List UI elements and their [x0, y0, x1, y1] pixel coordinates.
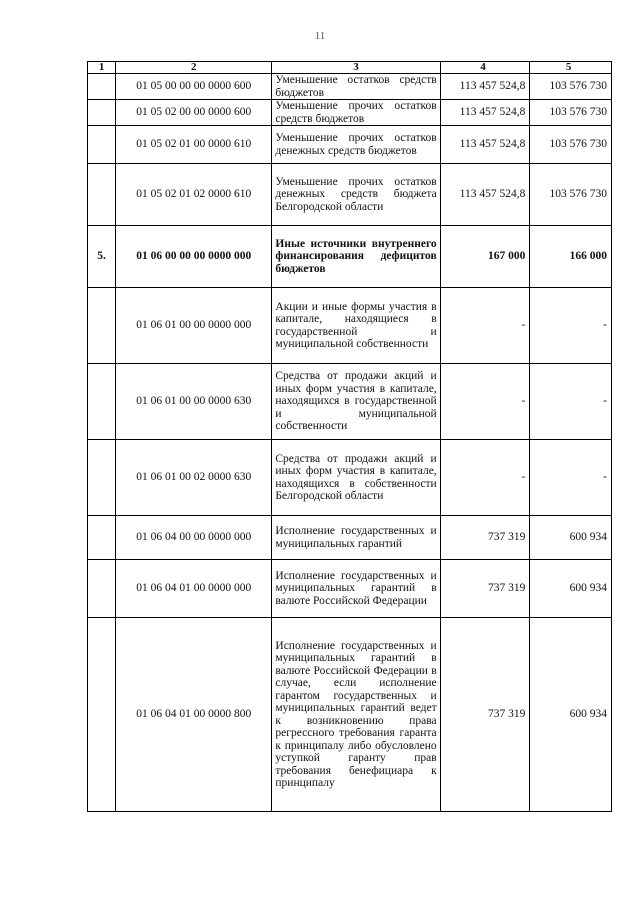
value-col4: -	[440, 288, 530, 364]
table-row	[88, 164, 612, 226]
table-row	[88, 618, 612, 812]
budget-code: 01 05 00 00 00 0000 600	[116, 74, 272, 100]
value-col4: -	[440, 364, 530, 440]
value-col4: 737 319	[440, 560, 530, 618]
value-col4: 113 457 524,8	[440, 126, 530, 164]
column-header-3: 3	[272, 62, 440, 74]
source-name: Исполнение государственных и муниципальных гарантий в валюте Российской Федерации	[272, 560, 440, 618]
source-name: Средства от продажи акций и иных форм участия в капитале, находящихся в государственной и муниципальной собственности	[272, 364, 440, 440]
source-name: Уменьшение остатков средств бюджетов	[272, 74, 440, 100]
value-col5: 103 576 730	[530, 164, 612, 226]
budget-code: 01 06 00 00 00 0000 000	[116, 226, 272, 288]
value-col4: -	[440, 440, 530, 516]
table-row	[88, 440, 612, 516]
row-number	[88, 288, 116, 364]
value-col4: 113 457 524,8	[440, 74, 530, 100]
row-number	[88, 618, 116, 812]
value-col5: 103 576 730	[530, 126, 612, 164]
table-row	[88, 226, 612, 288]
row-number: 5.	[88, 226, 116, 288]
value-col5: -	[530, 440, 612, 516]
budget-code: 01 05 02 00 00 0000 600	[116, 100, 272, 126]
table-row	[88, 100, 612, 126]
value-col5: 600 934	[530, 618, 612, 812]
source-name: Уменьшение прочих остатков средств бюджетов	[272, 100, 440, 126]
value-col5: 166 000	[530, 226, 612, 288]
source-name: Акции и иные формы участия в капитале, находящиеся в государственной и муниципальной собственности	[272, 288, 440, 364]
value-col4: 167 000	[440, 226, 530, 288]
column-header-2: 2	[116, 62, 272, 74]
value-col5: 103 576 730	[530, 100, 612, 126]
source-name: Средства от продажи акций и иных форм участия в капитале, находящихся в собственности Белгородской области	[272, 440, 440, 516]
budget-code: 01 05 02 01 02 0000 610	[116, 164, 272, 226]
value-col5: 600 934	[530, 560, 612, 618]
row-number	[88, 126, 116, 164]
row-number	[88, 100, 116, 126]
budget-code: 01 06 01 00 02 0000 630	[116, 440, 272, 516]
budget-code: 01 06 04 00 00 0000 000	[116, 516, 272, 560]
value-col5: 103 576 730	[530, 74, 612, 100]
column-header-1: 1	[88, 62, 116, 74]
sources-table	[87, 61, 612, 812]
value-col5: -	[530, 364, 612, 440]
value-col5: 600 934	[530, 516, 612, 560]
budget-code: 01 06 04 01 00 0000 000	[116, 560, 272, 618]
table-row	[88, 516, 612, 560]
page-number: 11	[314, 30, 326, 42]
row-number	[88, 440, 116, 516]
source-name: Иные источники внутреннего финансирования дефицитов бюджетов	[272, 226, 440, 288]
value-col4: 737 319	[440, 516, 530, 560]
budget-code: 01 06 01 00 00 0000 630	[116, 364, 272, 440]
value-col4: 113 457 524,8	[440, 100, 530, 126]
column-header-5: 5	[530, 62, 612, 74]
budget-code: 01 05 02 01 00 0000 610	[116, 126, 272, 164]
source-name: Уменьшение прочих остатков денежных средств бюджета Белгородской области	[272, 164, 440, 226]
row-number	[88, 164, 116, 226]
table-row	[88, 74, 612, 100]
header-row	[88, 62, 612, 74]
row-number	[88, 74, 116, 100]
column-header-4: 4	[440, 62, 530, 74]
row-number	[88, 516, 116, 560]
source-name: Исполнение государственных и муниципальных гарантий в валюте Российской Федерации в случае, если исполнение гарантом государственных и муниципальных гарантий ведет к возникновению права регрессного требования гаранта к принципалу либо обусловлено уступкой гаранту прав требования бенефициара к принципалу	[272, 618, 440, 812]
value-col4: 113 457 524,8	[440, 164, 530, 226]
budget-code: 01 06 01 00 00 0000 000	[116, 288, 272, 364]
budget-code: 01 06 04 01 00 0000 800	[116, 618, 272, 812]
source-name: Уменьшение прочих остатков денежных средств бюджетов	[272, 126, 440, 164]
table-row	[88, 126, 612, 164]
value-col5: -	[530, 288, 612, 364]
table-row	[88, 560, 612, 618]
table-row	[88, 364, 612, 440]
table-row	[88, 288, 612, 364]
row-number	[88, 560, 116, 618]
source-name: Исполнение государственных и муниципальных гарантий	[272, 516, 440, 560]
row-number	[88, 364, 116, 440]
value-col4: 737 319	[440, 618, 530, 812]
